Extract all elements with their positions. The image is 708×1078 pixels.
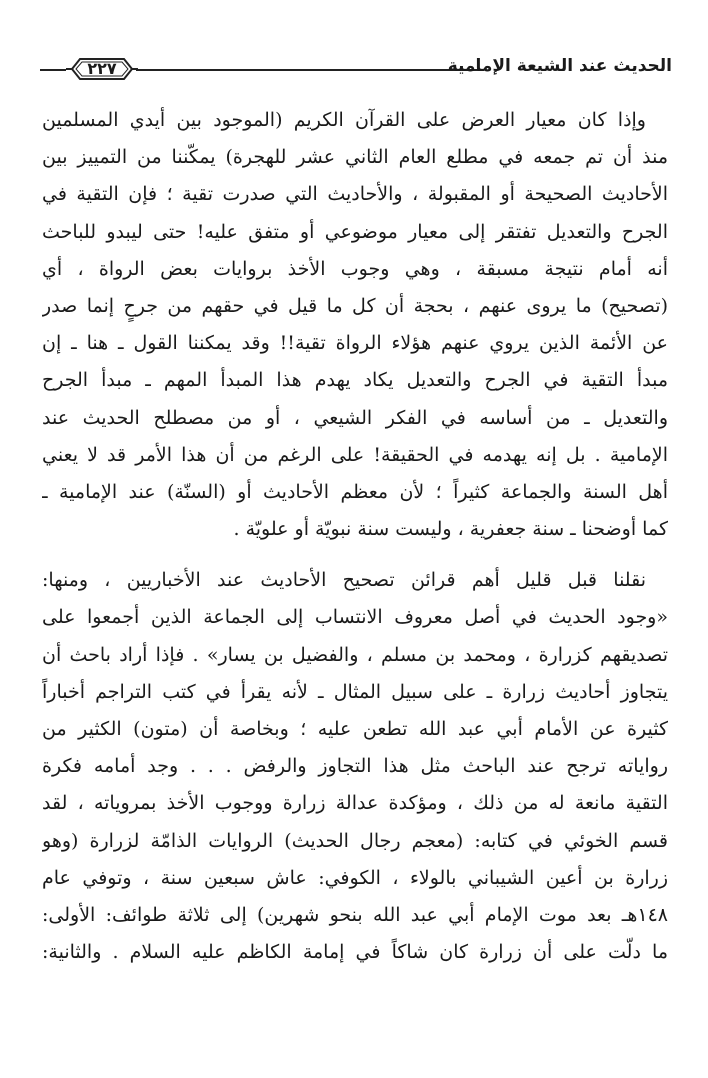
text-line: الإمامية . بل إنه يهدمه في الحقيقة! على الرغم من أن هذا الأمر قد لا يعني: [42, 443, 668, 466]
text-line: التقية مانعة له من ذلك ، ومؤكدة عدالة زرارة ووجوب الأخذ بمروياته ، لقد: [42, 792, 668, 815]
page-number: ٢٢٧: [87, 59, 117, 78]
body-text: [42, 102, 668, 971]
text-line: الجرح والتعديل تفتقر إلى معيار موضوعي أو متفق عليه! حتى ليبدو للباحث: [42, 220, 668, 243]
text-line: كما أوضحنا ـ سنة جعفرية ، وليست سنة نبويّة أو علويّة .: [233, 518, 668, 541]
text-line: كثيرة عن الأمام أبي عبد الله تطعن عليه ؛ وبخاصة أن (متون) الكثير من: [42, 718, 668, 740]
text-line: منذ أن تم جمعه في مطلع العام الثاني عشر للهجرة) يمكّننا من التمييز بين: [42, 146, 668, 169]
text-line: أهل السنة والجماعة كثيراً ؛ لأن معظم الأحاديث أو (السنّة) عند الإمامية ـ: [42, 480, 668, 503]
text-line: رواياته ترجح عند الباحث مثل هذا التجاوز والرفض . . . وجد أمامه فكرة: [42, 755, 668, 778]
text-line: والتعديل ـ من أساسه في الفكر الشيعي ، أو من مصطلح الحديث عند: [42, 406, 668, 429]
text-line: ما دلّت على أن زرارة كان شاكاً في إمامة الكاظم عليه السلام . والثانية:: [42, 941, 668, 964]
text-line: زرارة بن أعين الشيباني بالولاء ، الكوفي: عاش سبعين سنة ، وتوفي عام: [42, 866, 668, 889]
text-line: يتجاوز أحاديث زرارة ـ على سبيل المثال ـ لأنه يقرأ في كتب التراجم أخباراً: [42, 680, 668, 703]
text-line: مبدأ التقية في الجرح والتعديل يكاد يهدم هذا المبدأ المهم ـ مبدأ الجرح: [42, 369, 668, 392]
header-rule: [136, 69, 484, 71]
text-line: نقلنا قبل قليل أهم قرائن تصحيح الأحاديث عند الأخباريين ، ومنها:: [42, 569, 646, 592]
text-line: «وجود الحديث في أصل معروف الانتساب إلى الجماعة الذين أجمعوا على: [42, 606, 668, 629]
text-line: أنه أمام نتيجة مسبقة ، وهي وجوب الأخذ بروايات بعض الرواة ، أي: [42, 257, 668, 280]
text-line: تصديقهم كزرارة ، ومحمد بن مسلم ، والفضيل بن يسار» . فإذا أراد باحث أن: [42, 643, 668, 666]
text-line: وإذا كان معيار العرض على القرآن الكريم (الموجود بين أيدي المسلمين: [42, 109, 646, 131]
running-header: [40, 52, 672, 86]
page-number-badge: [66, 56, 138, 82]
running-header-title: الحديث عند الشيعة الإمامية: [447, 56, 672, 76]
text-line: الأحاديث الصحيحة أو المقبولة ، والأحاديث التي صدرت تقية ؛ فإن التقية في: [42, 183, 668, 206]
text-line: قسم الخوئي في كتابه: (معجم رجال الحديث) الروايات الذامّة لزرارة (وهو: [42, 829, 668, 852]
paragraph-1: [42, 102, 668, 548]
text-line: عن الأئمة الذين يروي عنهم هؤلاء الرواة تقية!! وقد يمكننا القول ـ هنا ـ إن: [42, 332, 668, 355]
paragraph-gap: [42, 548, 668, 562]
text-line: (تصحيح) ما يروى عنهم ، بحجة أن كل ما قيل في حقهم من جرحٍ إنما صدر: [42, 294, 668, 317]
header-rule-left: [40, 69, 66, 71]
paragraph-2: [42, 562, 668, 971]
text-line: ١٤٨هـ بعد موت الإمام أبي عبد الله بنحو شهرين) إلى ثلاثة طوائف: الأولى:: [42, 903, 668, 926]
